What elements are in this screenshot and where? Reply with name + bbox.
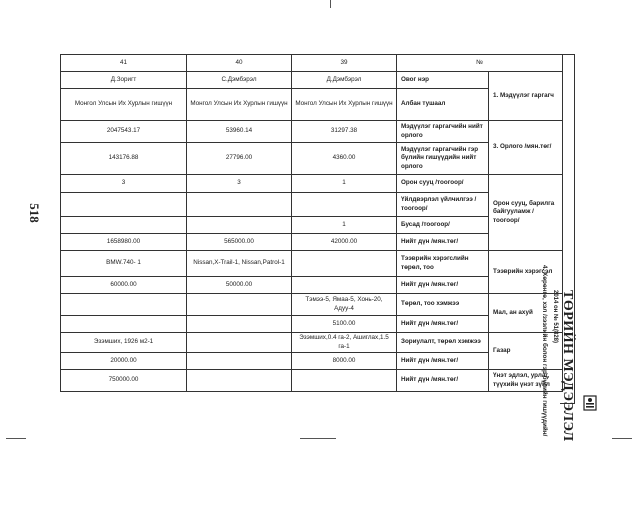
declaration-table [60,54,563,392]
cell [187,353,292,370]
masthead-issue: 2014 он № 51(828) [552,290,558,344]
row-label: Бусад /тоогоор/ [397,217,489,234]
table-row [61,294,563,316]
cell: Тэмээ-5, Ямаа-5, Хонь-20, Адуу-4 [292,294,397,316]
row-label: Үйлдвэрлэл үйлчилгээ /тоогоор/ [397,193,489,217]
cell: 1 [292,175,397,193]
header-col-41: 41 [61,55,187,72]
table-row [61,251,563,277]
cell [187,370,292,392]
cell: BMW.740- 1 [61,251,187,277]
table-row [61,370,563,392]
cell: 1658980.00 [61,234,187,251]
group-label: Орон сууц, барилга байгууламж /тоогоор/ [489,175,563,251]
cell: 42000.00 [292,234,397,251]
cell [187,294,292,316]
row-label: Тээврийн хэрэгслийн төрөл, тоо [397,251,489,277]
row-label: Нийт дүн /мян.төг/ [397,353,489,370]
cell: 5100.00 [292,316,397,333]
cell [61,316,187,333]
cell: 565000.00 [187,234,292,251]
cell: 143176.88 [61,143,187,175]
group-label: Газар [489,333,563,370]
group-label: Үнэт эдлэл, урлаг, түүхийн үнэт зүйл [489,370,563,392]
crop-mark-bottom-center [300,438,336,439]
cell [292,277,397,294]
group-label: 1. Мэдүүлэг гаргагч [489,72,563,121]
cell: 3 [187,175,292,193]
cell: 50000.00 [187,277,292,294]
cell [61,294,187,316]
cell [292,251,397,277]
row-label: Нийт дүн /мян.төг/ [397,370,489,392]
table-row [61,72,563,89]
page-number: 518 [26,203,42,223]
table-row [61,316,563,333]
cell: Д.Дэмбэрэл [292,72,397,89]
crop-mark-top [330,0,331,8]
section-title: 4. Хөрөнгө, хэл /зээлийн болон гэр бүлийн гишүүдийн/ [541,265,548,437]
header-col-40: 40 [187,55,292,72]
cell [187,217,292,234]
table-row [61,333,563,353]
table-row [61,143,563,175]
row-label: Нийт дүн /мян.төг/ [397,234,489,251]
table-row [61,89,563,121]
row-label: Овог нэр [397,72,489,89]
crop-mark-bottom-left [6,438,26,439]
table-header-row [61,55,563,72]
cell: 31297.38 [292,121,397,143]
cell [187,333,292,353]
cell: 60000.00 [61,277,187,294]
cell: 750000.00 [61,370,187,392]
cell: 27796.00 [187,143,292,175]
masthead-title: ТӨРИЙН МЭДЭЭЛЭЛ [560,290,575,442]
cell [187,193,292,217]
cell: 20000.00 [61,353,187,370]
cell: Монгол Улсын Их Хурлын гишүүн [187,89,292,121]
row-label: Төрөл, тоо хэмжээ [397,294,489,316]
cell: Эзэмших,0.4 га-2, Ашиглах,1.5 га-1 [292,333,397,353]
table-row [61,193,563,217]
table-row [61,277,563,294]
cell: Монгол Улсын Их Хурлын гишүүн [292,89,397,121]
table-row [61,175,563,193]
table-row [61,121,563,143]
row-label: Нийт дүн /мян.төг/ [397,277,489,294]
cell [292,370,397,392]
table-row [61,234,563,251]
cell [61,217,187,234]
row-label: Мэдүүлэг гаргагчийн нийт орлого [397,121,489,143]
crop-mark-bottom-right [612,438,632,439]
cell: 1 [292,217,397,234]
header-col-39: 39 [292,55,397,72]
cell: 53960.14 [187,121,292,143]
cell: 2047543.17 [61,121,187,143]
row-label: Орон сууц /тоогоор/ [397,175,489,193]
cell: Nissan,X-Trail-1, Nissan,Patrol-1 [187,251,292,277]
cell: Д.Зоригт [61,72,187,89]
group-label: Тээврийн хэрэгсэл [489,251,563,294]
cell [187,316,292,333]
cell: Эзэмших, 1926 м2-1 [61,333,187,353]
group-label: 3. Орлого /мян.төг/ [489,121,563,175]
masthead [545,290,575,442]
table-row [61,217,563,234]
header-number-label: № [397,55,563,72]
row-label: Мэдүүлэг гаргагчийн гэр бүлийн гишүүдийн нийт орлого [397,143,489,175]
row-label: Нийт дүн /мян.төг/ [397,316,489,333]
cell: С.Дэмбэрэл [187,72,292,89]
cell [292,193,397,217]
emblem-icon [583,395,597,411]
cell: 8000.00 [292,353,397,370]
row-label: Зориулалт, төрөл хэмжээ [397,333,489,353]
cell: 3 [61,175,187,193]
cell [61,193,187,217]
row-label: Албан тушаал [397,89,489,121]
group-label: Мал, ан ахуй [489,294,563,333]
cell: 4360.00 [292,143,397,175]
table-row [61,353,563,370]
cell: Монгол Улсын Их Хурлын гишүүн [61,89,187,121]
